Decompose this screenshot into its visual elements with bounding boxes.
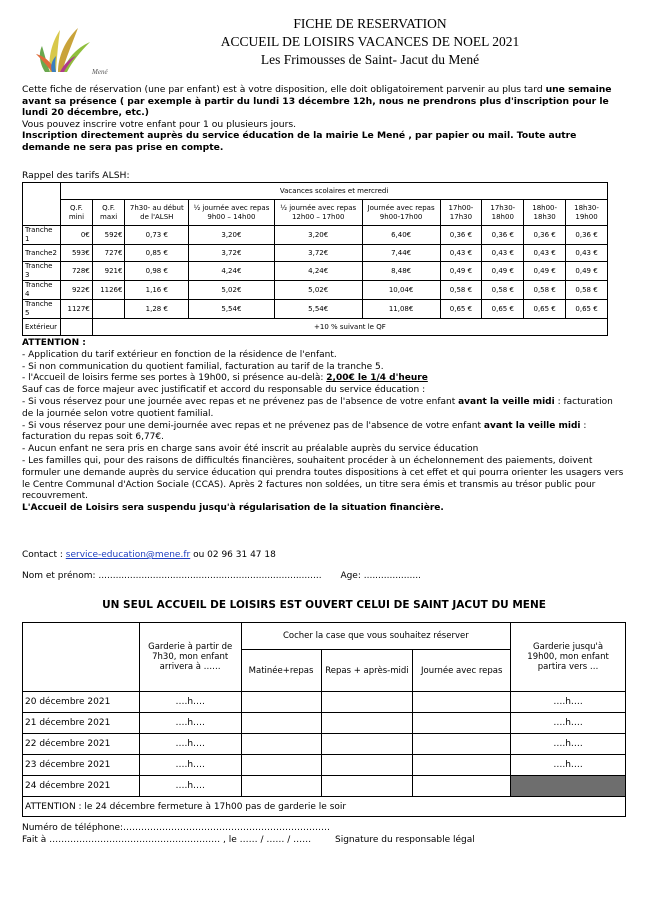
reservation-date: 21 décembre 2021 bbox=[23, 713, 140, 734]
tarifs-cell bbox=[92, 300, 125, 319]
tarifs-cell: 593€ bbox=[61, 245, 93, 262]
garderie-matin-field[interactable]: ….h…. bbox=[139, 755, 241, 776]
attention-l2: - Si non communication du quotient familial, facturation au tarif de la tranche 5. bbox=[22, 361, 384, 372]
matinee-checkbox[interactable] bbox=[241, 755, 321, 776]
intro-p1b: une semaine avant sa présence ( par exemple à partir du lundi 13 décembre 12h, nous ne prendrons plus d'inscription pour le lundi 20 décembre, etc.) bbox=[22, 84, 612, 119]
garderie-soir-field[interactable]: ….h…. bbox=[511, 734, 626, 755]
intro-p3: Inscription directement auprès du service éducation de la mairie Le Mené , par papier ou mail. Toute autre demande ne sera pas prise en compte. bbox=[22, 130, 577, 153]
tarifs-cell: 0,65 € bbox=[566, 300, 608, 319]
tarifs-cell: 0,43 € bbox=[482, 245, 524, 262]
tarifs-cell: 921€ bbox=[92, 262, 125, 281]
attention-l5b: avant la veille midi bbox=[458, 396, 555, 407]
col-repas-am: Repas + après-midi bbox=[321, 650, 413, 692]
tarifs-col-header: Journée avec repas 9h00-17h00 bbox=[362, 200, 440, 226]
repas-am-checkbox[interactable] bbox=[321, 755, 413, 776]
tarifs-row-label: Tranche 3 bbox=[23, 262, 61, 281]
tarifs-row bbox=[23, 300, 608, 319]
tarifs-col-header: ½ journée avec repas 12h00 – 17h00 bbox=[274, 200, 362, 226]
garderie-soir-header: Garderie jusqu'à 19h00, mon enfant partira vers … bbox=[511, 623, 626, 692]
tarifs-cell: 0,58 € bbox=[440, 281, 482, 300]
attention-l6a: - Si vous réservez pour une demi-journée avec repas et ne prévenez pas de l'absence de votre enfant bbox=[22, 420, 484, 431]
tarifs-row bbox=[23, 226, 608, 245]
garderie-soir-field[interactable]: ….h…. bbox=[511, 755, 626, 776]
intro-text bbox=[22, 84, 626, 154]
tarifs-cell: 0,36 € bbox=[440, 226, 482, 245]
tarifs-cell: 0,65 € bbox=[482, 300, 524, 319]
tarifs-row bbox=[23, 245, 608, 262]
reservation-row bbox=[23, 776, 626, 797]
tarifs-cell: 0,49 € bbox=[524, 262, 566, 281]
tarifs-cell: 0,43 € bbox=[524, 245, 566, 262]
matinee-checkbox[interactable] bbox=[241, 734, 321, 755]
attention-l8: - Les familles qui, pour des raisons de difficultés financières, souhaitent procéder à un échelonnement des paiements, doivent formuler une demande auprès du service éducation qui prendra toutes dispositions à cet effet et qui pourra orienter les usagers vers le Centre Communal d'Action Sociale (CCAS). Après 2 factures non soldées, un titre sera émis et transmis au trésor public pour recouvrement. bbox=[22, 455, 624, 502]
tarifs-cell: 1127€ bbox=[61, 300, 93, 319]
tarifs-cell: 3,72€ bbox=[189, 245, 275, 262]
tarifs-cell: 0,49 € bbox=[566, 262, 608, 281]
reservation-date: 24 décembre 2021 bbox=[23, 776, 140, 797]
tarifs-cell: 0,49 € bbox=[482, 262, 524, 281]
journee-checkbox[interactable] bbox=[413, 713, 511, 734]
reservation-date: 23 décembre 2021 bbox=[23, 755, 140, 776]
matinee-checkbox[interactable] bbox=[241, 692, 321, 713]
tarifs-cell: 0,65 € bbox=[524, 300, 566, 319]
attention-l6b: avant la veille midi bbox=[483, 420, 581, 431]
tarifs-cell: 592€ bbox=[92, 226, 125, 245]
tarifs-col-header: ½ journée avec repas 9h00 – 14h00 bbox=[189, 200, 275, 226]
contact-label: Contact : bbox=[22, 550, 66, 560]
reservation-date: 20 décembre 2021 bbox=[23, 692, 140, 713]
journee-checkbox[interactable] bbox=[413, 776, 511, 797]
telephone-field[interactable]: Numéro de téléphone:…………………………………………………………… bbox=[22, 823, 331, 833]
tarifs-col-header: Q.F. mini bbox=[61, 200, 93, 226]
tarifs-cell: 10,04€ bbox=[362, 281, 440, 300]
header-location: Les Frimousses de Saint- Jacut du Mené bbox=[260, 52, 480, 67]
attention-l6c: : facturation du repas soit 6,77€. bbox=[22, 420, 587, 443]
tarifs-cell: 0,43 € bbox=[440, 245, 482, 262]
tarifs-corner bbox=[23, 183, 61, 226]
tarifs-row-label: Tranche 1 bbox=[23, 226, 61, 245]
tarifs-cell: 0,36 € bbox=[482, 226, 524, 245]
tarifs-cell: 4,24€ bbox=[189, 262, 275, 281]
mene-logo bbox=[30, 22, 110, 80]
garderie-matin-field[interactable]: ….h…. bbox=[139, 713, 241, 734]
tarifs-cell: 0,58 € bbox=[566, 281, 608, 300]
attention-l3b: 2,00€ le 1/4 d'heure bbox=[326, 373, 428, 384]
tarifs-cell: 3,72€ bbox=[274, 245, 362, 262]
tarifs-cell: 0,43 € bbox=[566, 245, 608, 262]
tarifs-row bbox=[23, 262, 608, 281]
header-subtitle: ACCUEIL DE LOISIRS VACANCES DE NOEL 2021 bbox=[220, 34, 520, 49]
resa-footer: ATTENTION : le 24 décembre fermeture à 17h00 pas de garderie le soir bbox=[23, 797, 626, 817]
tarifs-group-header: Vacances scolaires et mercredi bbox=[61, 183, 608, 200]
tarifs-cell: 922€ bbox=[61, 281, 93, 300]
attention-l5a: - Si vous réservez pour une journée avec repas et ne prévenez pas de l'absence de votre enfant bbox=[22, 396, 459, 407]
exterieur-value: +10 % suivant le QF bbox=[92, 319, 607, 336]
tarifs-col-header: 7h30- au début de l'ALSH bbox=[125, 200, 189, 226]
tarifs-row-label: Tranche 4 bbox=[23, 281, 61, 300]
repas-am-checkbox[interactable] bbox=[321, 734, 413, 755]
age-field[interactable]: Age: .................... bbox=[340, 571, 421, 581]
tarifs-cell: 7,44€ bbox=[362, 245, 440, 262]
nom-line bbox=[22, 571, 421, 581]
tarifs-cell: 0,65 € bbox=[440, 300, 482, 319]
intro-p1a: Cette fiche de réservation (une par enfant) est à votre disposition, elle doit obligatoirement parvenir au plus tard bbox=[22, 84, 546, 95]
tarifs-cell: 0,36 € bbox=[566, 226, 608, 245]
tarifs-cell: 0,85 € bbox=[125, 245, 189, 262]
tarifs-cell: 0,58 € bbox=[482, 281, 524, 300]
tarifs-col-header: 17h00-17h30 bbox=[440, 200, 482, 226]
banner-text: UN SEUL ACCUEIL DE LOISIRS EST OUVERT CELUI DE SAINT JACUT DU MENE bbox=[102, 599, 546, 611]
tarifs-row-label: Tranche2 bbox=[23, 245, 61, 262]
attention-l9: L'Accueil de Loisirs sera suspendu jusqu'à régularisation de la situation financière. bbox=[22, 503, 444, 514]
attention-l5c: : facturation de la journée selon votre quotient familial. bbox=[22, 396, 613, 419]
contact-phone: ou 02 96 31 47 18 bbox=[190, 550, 276, 560]
attention-l1: - Application du tarif extérieur en fonction de la résidence de l'enfant. bbox=[22, 349, 337, 360]
nom-field[interactable]: Nom et prénom: .............................................................................. bbox=[22, 571, 322, 581]
tarifs-row bbox=[23, 281, 608, 300]
reservation-row bbox=[23, 692, 626, 713]
logo-wordmark: Mené bbox=[92, 68, 108, 76]
journee-checkbox[interactable] bbox=[413, 692, 511, 713]
col-matinee: Matinée+repas bbox=[241, 650, 321, 692]
garderie-matin-field[interactable]: ….h…. bbox=[139, 776, 241, 797]
garderie-soir-field[interactable]: ….h…. bbox=[511, 692, 626, 713]
tarifs-cell: 8,48€ bbox=[362, 262, 440, 281]
garderie-matin-header: Garderie à partir de 7h30, mon enfant arrivera à …… bbox=[139, 623, 241, 692]
tarifs-cell: 3,20€ bbox=[189, 226, 275, 245]
tarifs-cell: 6,40€ bbox=[362, 226, 440, 245]
attention-l4: Sauf cas de force majeur avec justificatif et accord du responsable du service éducation : bbox=[22, 385, 426, 396]
tarifs-cell: 0,49 € bbox=[440, 262, 482, 281]
tarifs-cell: 3,20€ bbox=[274, 226, 362, 245]
intro-p2: Vous pouvez inscrire votre enfant pour 1 ou plusieurs jours. bbox=[22, 118, 297, 130]
repas-am-checkbox[interactable] bbox=[321, 713, 413, 734]
tarifs-col-header: 17h30-18h00 bbox=[482, 200, 524, 226]
tarifs-cell: 727€ bbox=[92, 245, 125, 262]
tarifs-cell: 0€ bbox=[61, 226, 93, 245]
tarifs-cell: 728€ bbox=[61, 262, 93, 281]
tarifs-cell: 0,36 € bbox=[524, 226, 566, 245]
header-title: FICHE DE RESERVATION bbox=[293, 16, 447, 31]
journee-checkbox[interactable] bbox=[413, 734, 511, 755]
fait-a-field[interactable]: Fait à ………………………………………………… , le …… / …… / …… bbox=[22, 835, 312, 845]
reservation-table bbox=[22, 622, 626, 817]
garderie-matin-field[interactable]: ….h…. bbox=[139, 734, 241, 755]
tarifs-cell: 5,54€ bbox=[274, 300, 362, 319]
matinee-checkbox[interactable] bbox=[241, 713, 321, 734]
attention-title: ATTENTION : bbox=[22, 338, 86, 348]
tarifs-caption: Rappel des tarifs ALSH: bbox=[22, 170, 130, 181]
resa-corner bbox=[23, 623, 140, 692]
garderie-matin-field[interactable]: ….h…. bbox=[139, 692, 241, 713]
journee-checkbox[interactable] bbox=[413, 755, 511, 776]
tarifs-cell: 1,28 € bbox=[125, 300, 189, 319]
attention-block bbox=[22, 338, 626, 515]
attention-l3a: - l'Accueil de loisirs ferme ses portes à 19h00, si présence au-delà: bbox=[22, 373, 327, 384]
tarifs-table bbox=[22, 182, 608, 336]
matinee-checkbox[interactable] bbox=[241, 776, 321, 797]
tarifs-cell: 11,08€ bbox=[362, 300, 440, 319]
tarifs-cell: 0,98 € bbox=[125, 262, 189, 281]
tarifs-row-label: Tranche 5 bbox=[23, 300, 61, 319]
tarifs-cell: 4,24€ bbox=[274, 262, 362, 281]
reservation-date: 22 décembre 2021 bbox=[23, 734, 140, 755]
tarifs-cell: 0,73 € bbox=[125, 226, 189, 245]
cocher-header: Cocher la case que vous souhaitez réserver bbox=[241, 623, 511, 650]
tarifs-col-header: 18h00-18h30 bbox=[524, 200, 566, 226]
repas-am-checkbox[interactable] bbox=[321, 692, 413, 713]
tarifs-cell: 5,02€ bbox=[189, 281, 275, 300]
signature-label: Signature du responsable légal bbox=[335, 835, 475, 845]
garderie-soir-field bbox=[511, 776, 626, 797]
tarifs-cell: 0,58 € bbox=[524, 281, 566, 300]
exterieur-label: Extérieur bbox=[23, 319, 61, 336]
col-journee: Journée avec repas bbox=[413, 650, 511, 692]
reservation-row bbox=[23, 734, 626, 755]
reservation-row bbox=[23, 755, 626, 776]
contact-line bbox=[22, 550, 276, 560]
tarifs-col-header: Q.F. maxi bbox=[92, 200, 125, 226]
reservation-row bbox=[23, 713, 626, 734]
garderie-soir-field[interactable]: ….h…. bbox=[511, 713, 626, 734]
tarifs-cell: 1,16 € bbox=[125, 281, 189, 300]
attention-l7: - Aucun enfant ne sera pris en charge sans avoir été inscrit au préalable auprès du service éducation bbox=[22, 444, 479, 455]
contact-email-link[interactable]: service-education@mene.fr bbox=[65, 550, 191, 560]
exterieur-empty bbox=[61, 319, 93, 336]
repas-am-checkbox[interactable] bbox=[321, 776, 413, 797]
tarifs-cell: 1126€ bbox=[92, 281, 125, 300]
tarifs-cell: 5,54€ bbox=[189, 300, 275, 319]
tarifs-cell: 5,02€ bbox=[274, 281, 362, 300]
tarifs-col-header: 18h30-19h00 bbox=[566, 200, 608, 226]
